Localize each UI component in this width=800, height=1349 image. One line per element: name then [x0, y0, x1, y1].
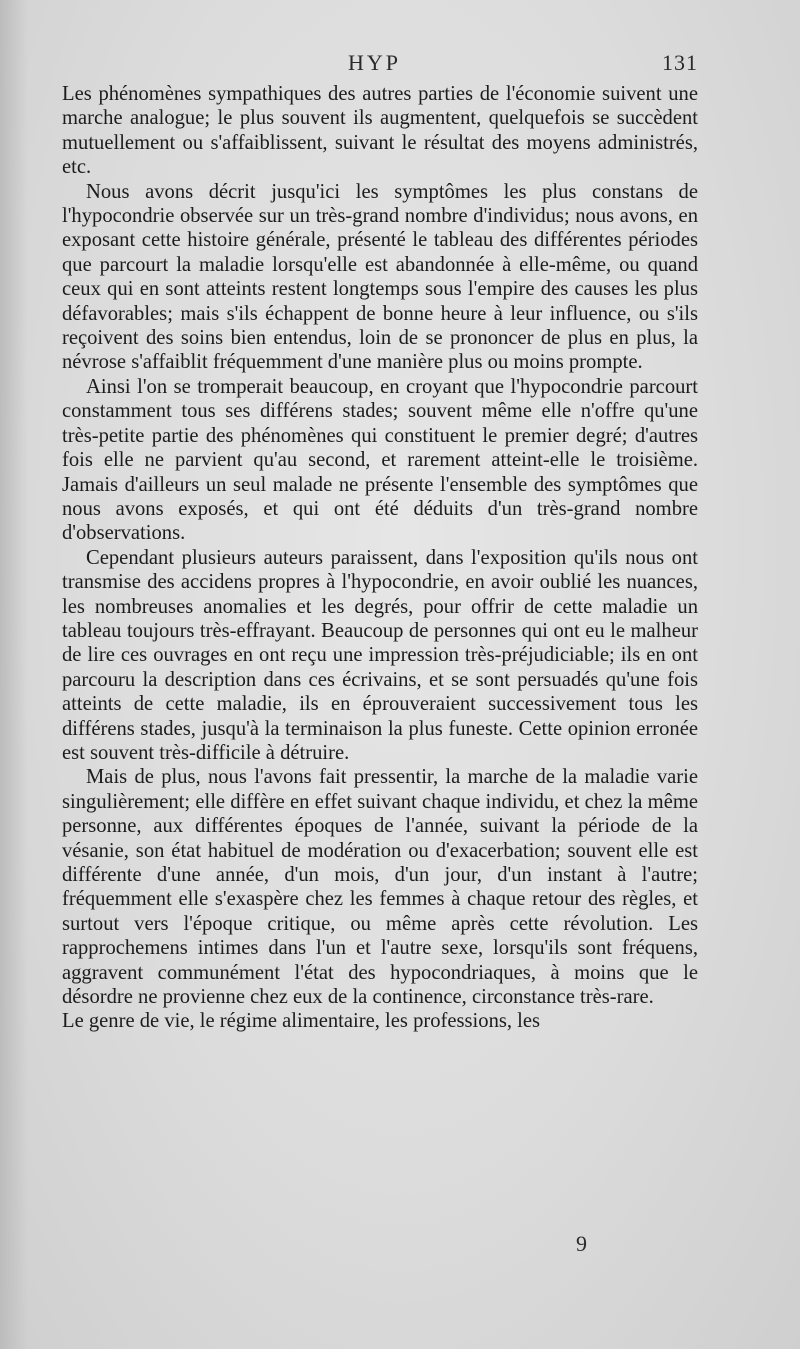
page-edge-shadow	[0, 0, 28, 1349]
running-head	[62, 48, 698, 82]
paragraph: Cependant plusieurs auteurs paraissent, dans l'exposition qu'ils nous ont transmise des accidens propres à l'hypocondrie, en avoir oublié les nuances, les nombreuses anomalies et les degrés, pour offrir de cette maladie un tableau toujours très-effrayant. Beaucoup de personnes qui ont eu le malheur de lire ces ouvrages en ont reçu une impression très-préjudiciable; ils en ont parcouru la description dans ces écrivains, et se sont persuadés qu'une fois atteints de cette maladie, ils en éprouveraient successivement tous les différens stades, jusqu'à la terminaison la plus funeste. Cette opinion erronée est souvent très-difficile à détruire.	[62, 546, 698, 764]
paragraph: Les phénomènes sympathiques des autres parties de l'économie suivent une marche analogue; le plus souvent ils augmentent, quelquefois se succèdent mutuellement ou s'affaiblissent, suivant le résultat des moyens administrés, etc.	[62, 83, 698, 179]
paragraph: Ainsi l'on se tromperait beaucoup, en croyant que l'hypocondrie parcourt constamment tous ses différens stades; souvent même elle n'offre qu'une très-petite partie des phénomènes qui constituent le premier degré; d'autres fois elle ne parvient qu'au second, et rarement atteint-elle le troisième. Jamais d'ailleurs un seul malade ne présente l'ensemble des symptômes que nous avons exposés, et qui ont été déduits d'un très-grand nombre d'observations.	[62, 375, 698, 545]
paragraph: Le genre de vie, le régime alimentaire, les professions, les	[62, 1010, 541, 1033]
paragraph: Nous avons décrit jusqu'ici les symptômes les plus constans de l'hypocondrie observée sur un très-grand nombre d'individus; nous avons, en exposant cette histoire générale, présenté le tableau des différentes périodes que parcourt la maladie lorsqu'elle est abandonnée à elle-même, ou quand ceux qui en sont atteints restent longtemps sous l'empire des causes les plus défavorables; mais s'ils échappent de bonne heure à leur influence, ou s'ils reçoivent des soins bien entendus, loin de se prononcer de plus en plus, la névrose s'affaiblit fréquemment d'une manière plus ou moins prompte.	[62, 180, 698, 374]
body-text	[62, 82, 698, 1034]
running-head-title: HYP	[348, 50, 402, 75]
paragraph: Mais de plus, nous l'avons fait pressentir, la marche de la maladie varie singulièrement; elle diffère en effet suivant chaque individu, et chez la même personne, aux différentes époques de l'année, suivant la période de la vésanie, son état habituel de modération ou d'exacerbation; souvent elle est différente d'une année, d'un mois, d'un jour, d'un instant à l'autre; fréquemment elle s'exaspère chez les femmes à chaque retour des règles, et surtout vers l'époque critique, ou même après cette révolution. Les rapprochemens intimes dans l'un et l'autre sexe, lorsqu'ils sont fréquens, aggravent communément l'état des hypocondriaques, à moins que le désordre ne provienne chez eux de la continence, circonstance très-rare.	[62, 766, 698, 1009]
signature-mark: 9	[576, 1231, 587, 1256]
page-number: 131	[662, 50, 698, 75]
